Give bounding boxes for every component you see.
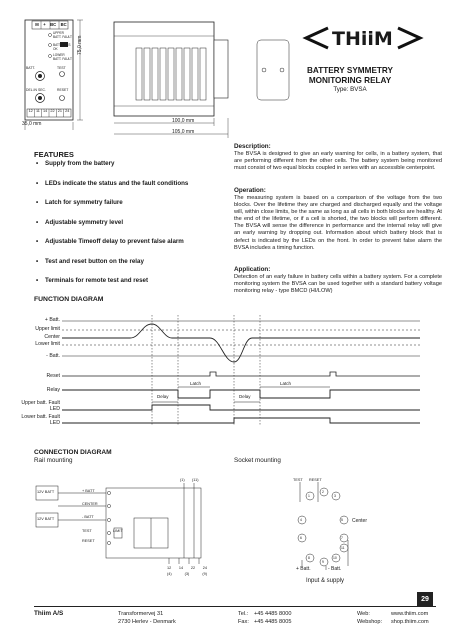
socket-pin: 2 bbox=[322, 490, 324, 494]
footer-divider bbox=[34, 606, 436, 607]
delay-unit-label: SEC. bbox=[38, 88, 46, 92]
terminal-label: M bbox=[35, 22, 39, 27]
footer-tel-label: Tel.: bbox=[238, 611, 249, 617]
operation-title: Operation: bbox=[234, 187, 266, 194]
footer-tel: +45 4485 8000 bbox=[254, 611, 292, 617]
socket-plus-batt-label: + Batt. bbox=[296, 566, 311, 572]
footer-web-label: Web: bbox=[357, 611, 370, 617]
terminal-label: 14 bbox=[43, 109, 48, 113]
logo-text: THiiM bbox=[332, 28, 393, 50]
terminal-label: 24 bbox=[65, 109, 70, 113]
width-dimension: 35,0 mm bbox=[22, 121, 42, 127]
socket-pin: 5 bbox=[341, 518, 343, 522]
upper-limit-label: Upper limit bbox=[35, 326, 60, 332]
socket-pin: 9 bbox=[322, 560, 324, 564]
rail-pin: 22 bbox=[190, 566, 196, 570]
bottom-terminal-labels bbox=[27, 109, 71, 113]
footer-address-1: Transformervej 31 bbox=[118, 611, 164, 617]
socket-pin: 8 bbox=[308, 556, 310, 560]
footer-company: Thiim A/S bbox=[34, 610, 64, 617]
connection-diagram-title: CONNECTION DIAGRAM bbox=[34, 449, 112, 456]
rail-pin: (3) bbox=[184, 572, 190, 576]
product-type: Type: BVSA bbox=[333, 86, 367, 93]
operation-text: The measuring system is based on a comparison of the voltage from the two blocks. Over the lifetime they are charged and discharged equally and the voltage will, within close limits, be the same as long as all cells in both blocks are healthy. At the end of the lifetime, or if a cell is shorted, the two blocks will perform different. The BVSA will sense the difference in performance and the internal relay will give an early warning by dropping out. Information about which battery block that is defect is indicated by the LEDs on the front. In order to prevent false alarm the BVSA includes a timing function. bbox=[234, 195, 442, 251]
reset-label: RESET bbox=[57, 88, 69, 92]
footer-fax: +45 4485 8005 bbox=[254, 619, 292, 625]
socket-pin: 10 bbox=[333, 556, 337, 560]
socket-mounting-label: Socket mounting bbox=[234, 457, 281, 464]
top-terminal-labels bbox=[33, 22, 69, 27]
upper-batt-label: UPPER BATT. FAULT bbox=[53, 31, 73, 39]
feature-item: • Terminals for remote test and reset bbox=[36, 277, 226, 297]
relay-signal-label: Relay bbox=[46, 387, 60, 393]
feature-item: • Adjustable Timeoff delay to prevent false alarm bbox=[36, 238, 226, 258]
lower-fault-label: Lower batt. Fault LED bbox=[21, 414, 60, 426]
features-list bbox=[36, 160, 226, 297]
lower-limit-label: Lower limit bbox=[35, 341, 60, 347]
footer-address-2: 2730 Herlev - Denmark bbox=[118, 619, 176, 625]
socket-pin: 7 bbox=[341, 536, 343, 540]
product-title: BATTERY SYMMETRY MONITORING RELAY bbox=[307, 66, 393, 85]
socket-test-label: TEST bbox=[293, 478, 303, 482]
feature-item: • Latch for symmetry failure bbox=[36, 199, 226, 219]
delay-label-2: Delay bbox=[239, 394, 251, 399]
thiim-logo bbox=[302, 26, 424, 50]
side-view-drawing bbox=[112, 18, 292, 143]
rail-minus-batt-label: - BATT bbox=[82, 515, 94, 519]
rail-pin-top-1: (1) bbox=[180, 478, 185, 482]
socket-pin: 3 bbox=[334, 494, 336, 498]
terminal-label: 12 bbox=[28, 109, 33, 113]
feature-item: • LEDs indicate the status and the fault conditions bbox=[36, 180, 226, 200]
rail-pin-top-2: (11) bbox=[192, 478, 199, 482]
delay-label: DEL.IN bbox=[26, 88, 37, 92]
batteries-ok-label: BATTERIES OK bbox=[53, 43, 71, 51]
minus-batt-label: - Batt. bbox=[46, 353, 60, 359]
page-number: 29 bbox=[417, 592, 433, 607]
socket-pin: 11 bbox=[341, 546, 345, 550]
lower-batt-label: LOWER BATT. FAULT bbox=[53, 53, 73, 61]
rail-center-label: CENTER bbox=[82, 502, 98, 506]
feature-item: • Test and reset button on the relay bbox=[36, 258, 226, 278]
rail-pins-bottom-2 bbox=[167, 572, 207, 576]
socket-pin-numbers bbox=[278, 478, 378, 578]
batt2-label: 12V BATT bbox=[37, 517, 55, 521]
feature-item: • Supply from the battery bbox=[36, 160, 226, 180]
upper-fault-label: Upper batt. Fault LED bbox=[21, 400, 60, 412]
height-dimension: 75,0 mm bbox=[77, 35, 83, 55]
rail-pin: 12 bbox=[167, 566, 172, 570]
socket-pin: 1 bbox=[308, 494, 310, 498]
test-label: TEST bbox=[57, 66, 66, 70]
latch-label-2: Latch bbox=[280, 381, 292, 386]
rail-pin: (9) bbox=[202, 572, 207, 576]
socket-reset-label: RESET bbox=[309, 478, 322, 482]
depth-inner-dimension: 100,0 mm bbox=[172, 118, 195, 124]
rail-connection-drawing bbox=[34, 478, 224, 578]
terminal-label: BC bbox=[60, 22, 67, 27]
footer-fax-label: Fax: bbox=[238, 619, 249, 625]
application-title: Application: bbox=[234, 266, 271, 273]
description-title: Description: bbox=[234, 143, 271, 150]
rail-reset-label: RESET bbox=[82, 539, 95, 543]
function-diagram-title: FUNCTION DIAGRAM bbox=[34, 296, 104, 303]
terminal-label: 21 bbox=[57, 109, 63, 113]
footer-shop-label: Webshop: bbox=[357, 619, 383, 625]
rail-pin: (4) bbox=[167, 572, 172, 576]
latch-label-1: Latch bbox=[190, 381, 202, 386]
terminal-label: BC bbox=[50, 22, 57, 27]
rail-pin: 24 bbox=[202, 566, 207, 570]
rail-pins-bottom bbox=[167, 566, 207, 570]
features-title: FEATURES bbox=[34, 150, 74, 159]
plus-batt-label: + Batt. bbox=[44, 317, 60, 323]
terminal-label: + bbox=[43, 22, 46, 27]
center-label: Center bbox=[44, 334, 60, 340]
batt-knob-label: BATT. bbox=[26, 66, 35, 70]
terminal-label: 22 bbox=[50, 109, 55, 113]
socket-center-label: Center bbox=[352, 518, 368, 524]
rail-limit-label: LIMIT bbox=[113, 529, 123, 533]
socket-pin: 6 bbox=[300, 536, 302, 540]
batt1-label: 12V BATT bbox=[37, 490, 55, 494]
delay-label-1: Delay bbox=[157, 394, 169, 399]
reset-signal-label: Reset bbox=[46, 373, 60, 379]
rail-plus-batt-label: + BATT bbox=[82, 489, 95, 493]
socket-caption: Input & supply bbox=[306, 578, 345, 584]
socket-pin: 4 bbox=[300, 518, 302, 522]
rail-pin: 14 bbox=[178, 566, 184, 570]
application-text: Detection of an early failure in battery cells within a battery system. For a complete monitoring system the BVSA can be used together with a standard battery voltage monitoring relay - type BMCD (HI/LOW) bbox=[234, 274, 442, 295]
rail-test-label: TEST bbox=[82, 529, 92, 533]
socket-minus-batt-label: - Batt. bbox=[328, 566, 342, 572]
footer-web-link[interactable]: www.thiim.com bbox=[391, 611, 429, 617]
function-diagram bbox=[60, 310, 430, 435]
description-text: The BVSA is designed to give an early warning for cells, in a battery system, that are performing different from the other cells. The battery system being monitored must consist of two equal blocks coupled in series with an accessible centerpoint. bbox=[234, 151, 442, 172]
rail-mounting-label: Rail mounting bbox=[34, 457, 73, 464]
footer-shop-link[interactable]: shop.thiim.com bbox=[391, 619, 429, 625]
terminal-label: 11 bbox=[35, 109, 40, 113]
feature-item: • Adjustable symmetry level bbox=[36, 219, 226, 239]
depth-outer-dimension: 105,0 mm bbox=[172, 129, 195, 135]
